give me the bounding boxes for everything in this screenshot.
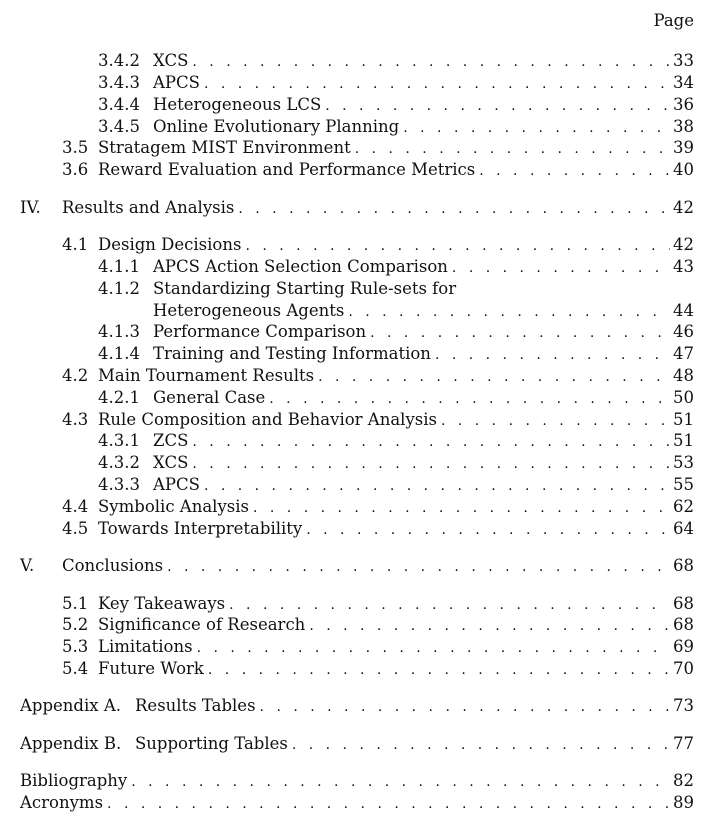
toc-entry-title: Key Takeaways — [98, 594, 226, 613]
toc-entry-title: XCS — [153, 51, 189, 70]
toc-entry-title: Results and Analysis — [62, 198, 235, 217]
toc-entry-page: 69 — [673, 637, 694, 656]
toc-entry-title: Performance Comparison — [153, 322, 367, 341]
toc-entry-number: 4.3.2 — [98, 453, 140, 472]
toc-entry-title: Heterogeneous LCS — [153, 95, 322, 114]
toc-entry-number: Appendix A. — [20, 696, 121, 715]
toc-entry-number: 4.1.2 — [98, 279, 140, 298]
dot-leader — [403, 117, 670, 139]
dot-leader — [318, 366, 670, 388]
toc-entry[interactable] — [62, 614, 694, 636]
toc-entry-number: IV. — [20, 198, 41, 217]
toc-entry-page: 51 — [673, 410, 694, 429]
dot-leader — [355, 138, 670, 160]
toc-entry-title: Limitations — [98, 637, 193, 656]
toc-entry-page: 62 — [673, 497, 694, 516]
dot-leader — [260, 696, 670, 718]
toc-entry-page: 70 — [673, 659, 694, 678]
toc-entry-page: 39 — [673, 138, 694, 157]
dot-leader — [192, 453, 670, 475]
toc-entry-page: 38 — [673, 117, 694, 136]
toc-entry-number: 3.4.4 — [98, 95, 140, 114]
toc-entry-number: 4.2.1 — [98, 388, 140, 407]
dot-leader — [131, 771, 670, 793]
toc-entry-title: Results Tables — [135, 696, 256, 715]
toc-entry-page: 68 — [673, 615, 694, 634]
toc-entry[interactable] — [98, 94, 694, 116]
toc-entry-title: Significance of Research — [98, 615, 306, 634]
dot-leader — [479, 160, 670, 182]
dot-leader — [167, 556, 670, 578]
toc-entry-page: 64 — [673, 519, 694, 538]
toc-entry[interactable] — [62, 518, 694, 540]
toc-entry-title: Training and Testing Information — [153, 344, 431, 363]
toc-entry[interactable] — [98, 321, 694, 343]
toc-entry-number: 5.1 — [62, 594, 89, 613]
toc-entry-title: Acronyms — [20, 793, 104, 812]
toc-entry[interactable] — [20, 792, 694, 814]
toc-entry[interactable] — [153, 300, 694, 322]
toc-entry[interactable] — [20, 770, 694, 792]
toc-entry-number: 4.3 — [62, 410, 89, 429]
toc-entry[interactable] — [98, 474, 694, 496]
toc-entry[interactable] — [98, 452, 694, 474]
toc-entry-number: 3.5 — [62, 138, 89, 157]
toc-entry-title: Towards Interpretability — [98, 519, 303, 538]
dot-leader — [192, 431, 670, 453]
toc-entry[interactable] — [20, 555, 694, 577]
dot-leader — [441, 410, 670, 432]
toc-entry-number: 5.3 — [62, 637, 89, 656]
toc-entry[interactable] — [98, 50, 694, 72]
toc-entry-number: 5.2 — [62, 615, 89, 634]
toc-entry-title: Bibliography — [20, 771, 128, 790]
toc-entry-title: ZCS — [153, 431, 189, 450]
toc-entry-number: 5.4 — [62, 659, 89, 678]
toc-entry[interactable] — [98, 72, 694, 94]
toc-entry-page: 42 — [673, 235, 694, 254]
toc-entry-title: APCS Action Selection Comparison — [153, 257, 448, 276]
toc-entry[interactable] — [62, 593, 694, 615]
toc-entry-title: Standardizing Starting Rule-sets for — [153, 279, 457, 298]
toc-entry[interactable] — [62, 496, 694, 518]
toc-entry-page: 55 — [673, 475, 694, 494]
toc-entry-page: 50 — [673, 388, 694, 407]
toc-entry[interactable] — [62, 137, 694, 159]
toc-entry-title: General Case — [153, 388, 266, 407]
toc-entry-page: 46 — [673, 322, 694, 341]
toc-entry-page: 77 — [673, 734, 694, 753]
toc-entry[interactable] — [98, 387, 694, 409]
toc-entry-number: 4.4 — [62, 497, 89, 516]
toc-entry-page: 51 — [673, 431, 694, 450]
dot-leader — [292, 734, 670, 756]
toc-entry[interactable] — [98, 116, 694, 138]
dot-leader — [107, 793, 670, 815]
toc-entry-title: Online Evolutionary Planning — [153, 117, 400, 136]
toc-entry-page: 82 — [673, 771, 694, 790]
toc-entry-page: 48 — [673, 366, 694, 385]
toc-entry-number: 4.1.4 — [98, 344, 140, 363]
dot-leader — [229, 594, 670, 616]
toc-entry-title: XCS — [153, 453, 189, 472]
toc-entry-page: 73 — [673, 696, 694, 715]
toc-entry-title: APCS — [153, 475, 200, 494]
dot-leader — [245, 235, 670, 257]
toc-entry-page: 36 — [673, 95, 694, 114]
toc-entry-number: 3.4.3 — [98, 73, 140, 92]
toc-entry-number: 4.1.3 — [98, 322, 140, 341]
dot-leader — [269, 388, 670, 410]
dot-leader — [452, 257, 670, 279]
toc-entry-title: Design Decisions — [98, 235, 242, 254]
toc-entry-title: Stratagem MIST Environment — [98, 138, 351, 157]
toc-entry-title: Rule Composition and Behavior Analysis — [98, 410, 437, 429]
toc-entry[interactable] — [98, 256, 694, 278]
toc-entry-page: 42 — [673, 198, 694, 217]
toc-entry-number: 4.3.1 — [98, 431, 140, 450]
toc-entry-number: 3.4.5 — [98, 117, 140, 136]
toc-entry-page: 44 — [673, 301, 694, 320]
toc-entry-page: 43 — [673, 257, 694, 276]
dot-leader — [253, 497, 670, 519]
toc-entry-number: 4.5 — [62, 519, 89, 538]
toc-entry[interactable] — [62, 636, 694, 658]
page-column-header: Page — [653, 11, 694, 30]
dot-leader — [435, 344, 670, 366]
toc-entry[interactable] — [62, 365, 694, 387]
toc-entry-title: Heterogeneous Agents — [153, 301, 345, 320]
toc-entry-title: Supporting Tables — [135, 734, 288, 753]
toc-entry[interactable] — [62, 658, 694, 680]
toc-entry[interactable] — [20, 733, 694, 755]
dot-leader — [197, 637, 670, 659]
toc-entry-title: Conclusions — [62, 556, 164, 575]
toc-entry[interactable] — [62, 159, 694, 181]
toc-entry-title: Future Work — [98, 659, 204, 678]
toc-entry-number: 4.1 — [62, 235, 89, 254]
toc-entry-page: 68 — [673, 556, 694, 575]
toc-entry-number: 3.4.2 — [98, 51, 140, 70]
toc-entry-page: 34 — [673, 73, 694, 92]
toc-entry-page: 68 — [673, 594, 694, 613]
toc-entry-title: Main Tournament Results — [98, 366, 315, 385]
toc-entry-number: V. — [20, 556, 35, 575]
dot-leader — [238, 198, 670, 220]
toc-entry[interactable] — [20, 695, 694, 717]
dot-leader — [309, 615, 670, 637]
toc-entry[interactable] — [62, 409, 694, 431]
toc-entry-title: APCS — [153, 73, 200, 92]
toc-entry-title: Symbolic Analysis — [98, 497, 249, 516]
toc-entry-page: 47 — [673, 344, 694, 363]
toc-entry[interactable] — [98, 430, 694, 452]
toc-entry-number: 3.6 — [62, 160, 89, 179]
dot-leader — [306, 519, 670, 541]
dot-leader — [192, 51, 670, 73]
toc-entry-number: 4.2 — [62, 366, 89, 385]
toc-entry-number: 4.1.1 — [98, 257, 140, 276]
toc-entry-number: Appendix B. — [20, 734, 122, 753]
toc-entry-page: 89 — [673, 793, 694, 812]
toc-entry[interactable] — [98, 343, 694, 365]
dot-leader — [325, 95, 670, 117]
toc-entry-page: 40 — [673, 160, 694, 179]
toc-entry-page: 33 — [673, 51, 694, 70]
dot-leader — [208, 659, 670, 681]
toc-entry-title: Reward Evaluation and Performance Metrics — [98, 160, 476, 179]
toc-entry[interactable] — [98, 278, 694, 300]
dot-leader — [204, 73, 670, 95]
toc-entry[interactable] — [20, 197, 694, 219]
toc-entry-number: 4.3.3 — [98, 475, 140, 494]
dot-leader — [370, 322, 670, 344]
toc-entry-page: 53 — [673, 453, 694, 472]
dot-leader — [204, 475, 670, 497]
dot-leader — [348, 301, 670, 323]
toc-entry[interactable] — [62, 234, 694, 256]
